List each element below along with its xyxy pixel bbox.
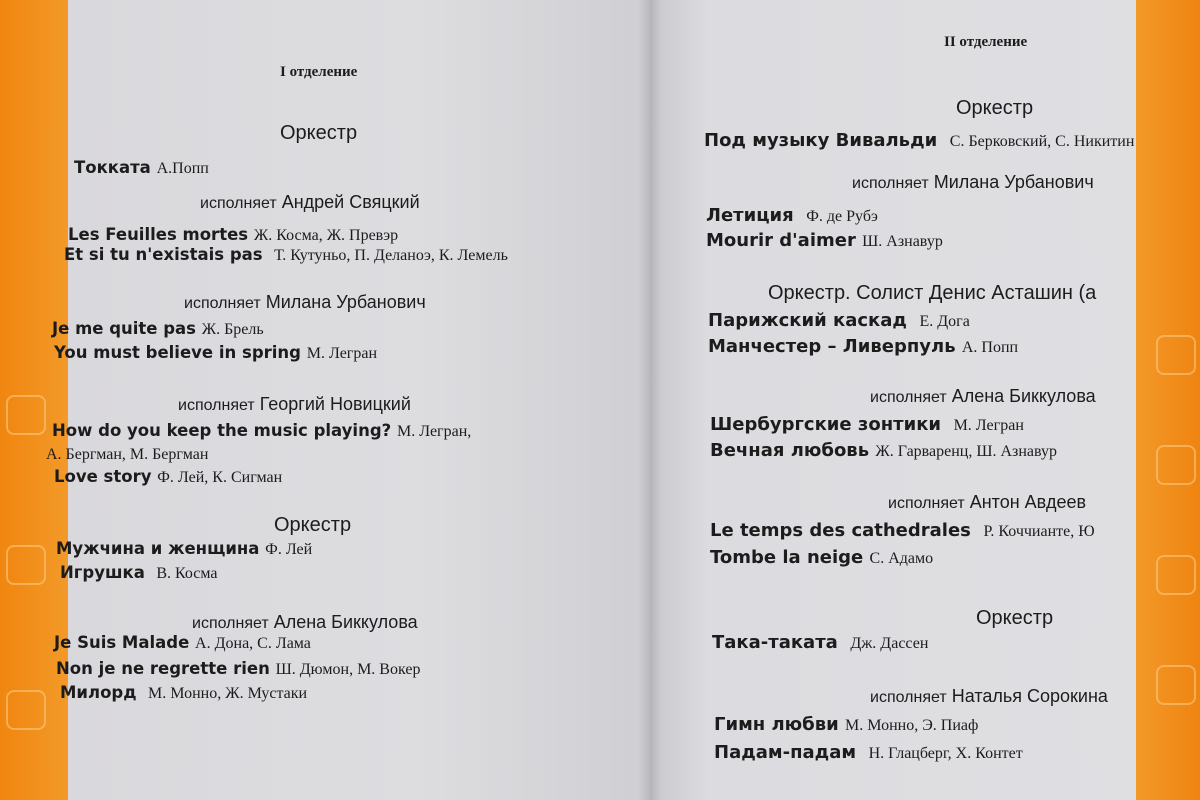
decorative-bulb-icon — [1156, 555, 1196, 595]
song-line: Le temps des cathedrales Р. Коччианте, Ю — [710, 520, 1095, 541]
decorative-star-icon — [6, 690, 46, 730]
orchestra-heading: Оркестр — [956, 97, 1034, 119]
section-header: II отделение — [944, 34, 1028, 50]
decorative-star-icon — [6, 395, 46, 435]
song-line: Les Feuilles mortes Ж. Косма, Ж. Превэр — [68, 225, 399, 244]
performer-line: исполняет Антон Авдеев — [888, 492, 1087, 512]
decorative-star-icon — [6, 545, 46, 585]
song-line: Падам-падам Н. Глацберг, Х. Контет — [714, 742, 1023, 763]
song-line: Игрушка В. Косма — [60, 563, 218, 582]
song-line: Летиция Ф. де Рубэ — [706, 205, 878, 226]
program-page-left — [46, 0, 650, 800]
orchestra-heading: Оркестр — [280, 122, 358, 144]
song-line: Манчестер – Ливерпуль А. Попп — [708, 336, 1019, 357]
song-line: Милорд М. Монно, Ж. Мустаки — [60, 683, 308, 702]
song-line: Токката А.Попп — [74, 158, 209, 177]
song-line: Love story Ф. Лей, К. Сигман — [54, 467, 283, 486]
performer-line: исполняет Георгий Новицкий — [178, 394, 411, 414]
song-line: Et si tu n'existais pas Т. Кутуньо, П. Деланоэ, К. Лемель — [64, 245, 508, 264]
song-line: You must believe in spring М. Легран — [54, 343, 378, 362]
song-line: Шербургские зонтики М. Легран — [710, 414, 1024, 435]
song-line: Парижский каскад Е. Дога — [708, 310, 970, 331]
song-line: Вечная любовь Ж. Гарваренц, Ш. Азнавур — [710, 440, 1058, 461]
performer-line: исполняет Милана Урбанович — [184, 292, 426, 312]
song-line: Мужчина и женщина Ф. Лей — [56, 539, 313, 558]
song-line: How do you keep the music playing? М. Легран, — [52, 421, 472, 440]
decorative-bulb-icon — [1156, 335, 1196, 375]
decorative-bulb-icon — [1156, 445, 1196, 485]
performer-line: исполняет Милана Урбанович — [852, 172, 1094, 192]
performer-line: исполняет Андрей Свяцкий — [200, 192, 420, 212]
song-line: Под музыку Вивальди С. Берковский, С. Никитин — [704, 130, 1135, 151]
performer-line: исполняет Алена Биккулова — [192, 612, 418, 632]
song-line: А. Бергман, М. Бергман — [46, 446, 209, 463]
background-left — [0, 0, 70, 800]
performer-line: исполняет Наталья Сорокина — [870, 686, 1108, 706]
section-header: I отделение — [280, 64, 358, 80]
song-line: Tombe la neige С. Адамо — [710, 547, 934, 568]
decorative-bulb-icon — [1156, 665, 1196, 705]
orchestra-heading: Оркестр — [976, 607, 1054, 629]
orchestra-heading: Оркестр. Солист Денис Асташин (а — [768, 282, 1097, 304]
song-line: Гимн любви М. Монно, Э. Пиаф — [714, 714, 979, 735]
background-right — [1132, 0, 1200, 800]
song-line: Така-таката Дж. Дассен — [712, 632, 929, 653]
program-page-right — [650, 0, 1136, 800]
song-line: Je me quite pas Ж. Брель — [52, 319, 264, 338]
song-line: Non je ne regrette rien Ш. Дюмон, М. Вокер — [56, 659, 421, 678]
page-fold-shadow — [638, 0, 662, 800]
performer-line: исполняет Алена Биккулова — [870, 386, 1096, 406]
song-line: Mourir d'aimer Ш. Азнавур — [706, 230, 943, 251]
song-line: Je Suis Malade А. Дона, С. Лама — [54, 633, 311, 652]
orchestra-heading: Оркестр — [274, 514, 352, 536]
